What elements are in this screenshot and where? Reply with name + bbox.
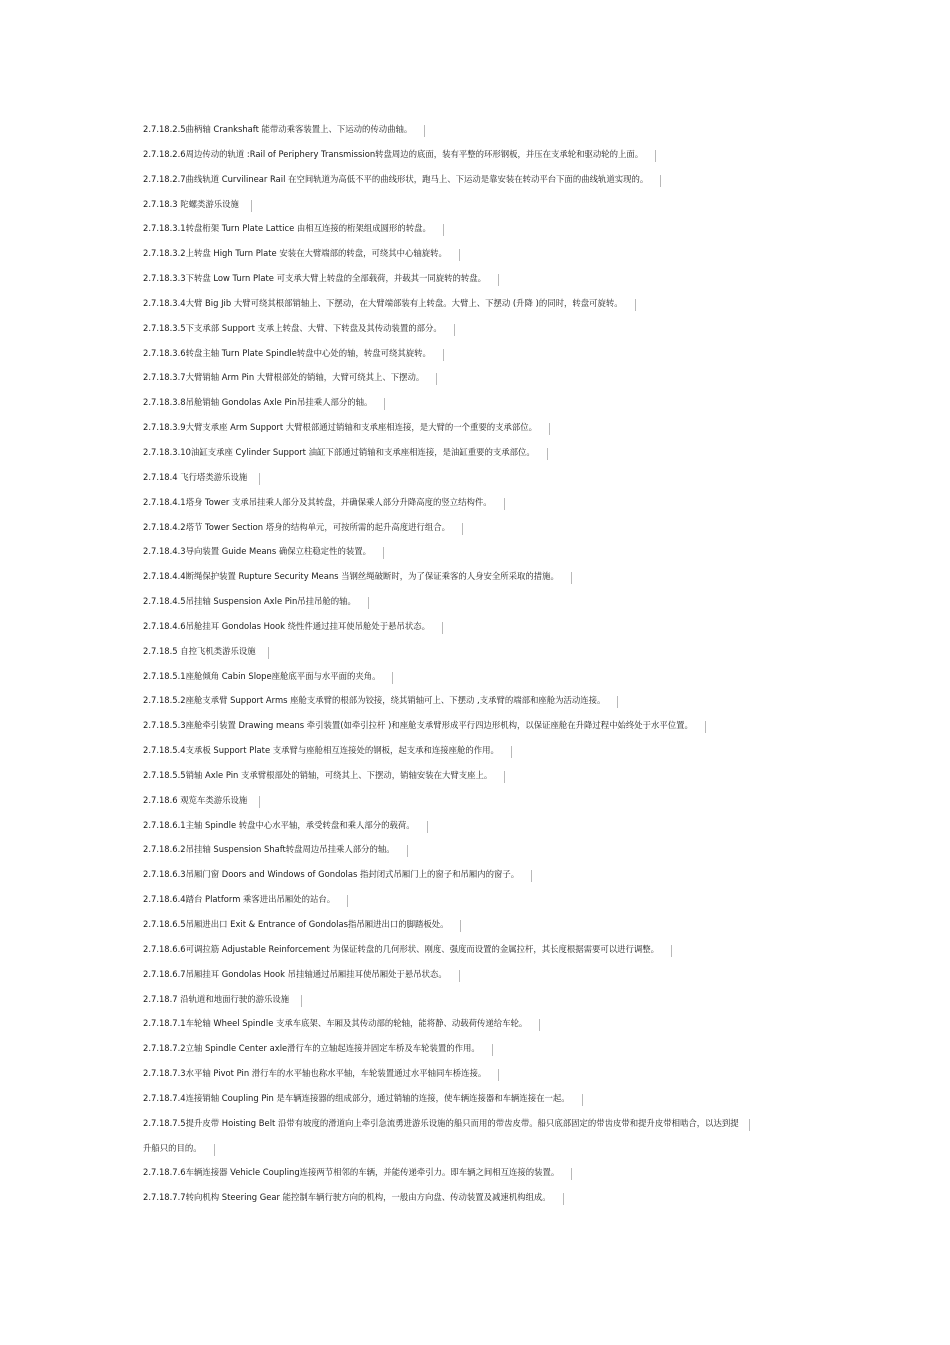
line-text: 2.7.18.2.7曲线轨道 Curvilinear Rail 在空间轨道为高低不平的曲线形状，跑马上、下运动是靠安装在转动平台下面的曲线轨道实现的。 [143,173,649,184]
line-text: 2.7.18.5.2座舱支承臂 Support Arms 座舱支承臂的根部为铰接，绕其销轴可上、下摆动 ,支承臂的端部和座舱为活动连接。 [143,695,606,706]
line-text: 2.7.18.3.10油缸支承座 Cylinder Support 油缸下部通过销轴和支承座相连接，是油缸重要的支承部位。 [143,446,535,457]
text-line [143,867,823,892]
line-marker [749,1119,750,1131]
line-marker [582,1094,583,1106]
line-text: 2.7.18.7.1车轮轴 Wheel Spindle 支承车底架、车厢及其传动部的轮轴，能将静、动载荷传递给车轮。 [143,1018,528,1029]
line-text: 2.7.18.6.3吊厢门窗 Doors and Windows of Gondolas 指封闭式吊厢门上的窗子和吊厢内的窗子。 [143,869,520,880]
line-text: 2.7.18.7 沿轨道和地面行驶的游乐设施 [143,993,290,1004]
text-line-continuation [143,1141,823,1166]
line-text: 2.7.18.4.3导向装置 Guide Means 确保立柱稳定性的装置。 [143,546,372,557]
line-marker [442,622,443,634]
line-text: 2.7.18.7.3水平轴 Pivot Pin 滑行车的水平轴也称水平轴，车轮装置通过水平轴同车桥连接。 [143,1068,487,1079]
line-text: 2.7.18.7.7转向机构 Steering Gear 能控制车辆行驶方向的机构，一般由方向盘、传动装置及减速机构组成。 [143,1192,551,1203]
text-line [143,395,823,420]
line-text: 2.7.18.3.9大臂支承座 Arm Support 大臂根部通过销轴和支承座相连接，是大臂的一个重要的支承部位。 [143,422,538,433]
line-marker [655,150,656,162]
text-line [143,495,823,520]
line-text: 2.7.18.4.2塔节 Tower Section 塔身的结构单元，可按所需的起升高度进行组合。 [143,521,450,532]
line-marker [268,647,269,659]
text-line [143,619,823,644]
line-marker [571,572,572,584]
line-text: 2.7.18.3.6转盘主轴 Turn Plate Spindle转盘中心处的轴，转盘可绕其旋转。 [143,347,431,358]
line-text: 2.7.18.7.4连接销轴 Coupling Pin 是车辆连接器的组成部分，通过销轴的连接，使车辆连接器和车辆连接在一起。 [143,1092,570,1103]
line-text: 2.7.18.5.5销轴 Axle Pin 支承臂根部处的销轴，可绕其上、下摆动，销轴安装在大臂支座上。 [143,769,493,780]
text-line [143,743,823,768]
line-marker [392,672,393,684]
section-heading [143,992,823,1017]
text-line [143,942,823,967]
text-line [143,445,823,470]
line-marker [462,523,463,535]
line-marker [531,870,532,882]
line-marker [301,995,302,1007]
line-text: 2.7.18.5.3座舱牵引装置 Drawing means 牵引装置(如牵引拉杆 )和座舱支承臂形成平行四边形机构，以保证座舱在升降过程中始终处于水平位置。 [143,720,693,731]
line-marker [251,200,252,212]
line-marker [259,473,260,485]
line-marker [443,349,444,361]
section-heading [143,470,823,495]
line-marker [492,1044,493,1056]
line-marker [498,274,499,286]
text-line [143,842,823,867]
text-line [143,594,823,619]
line-marker [443,224,444,236]
line-text: 升船只的目的。 [143,1142,202,1153]
section-heading [143,793,823,818]
line-marker [547,448,548,460]
line-text: 2.7.18.3.7大臂销轴 Arm Pin 大臂根部处的销轴，大臂可绕其上、下摆动。 [143,372,425,383]
text-line [143,520,823,545]
text-line [143,892,823,917]
text-line [143,122,823,147]
line-marker [671,945,672,957]
line-marker [539,1019,540,1031]
line-text: 2.7.18.3.3下转盘 Low Turn Plate 可支承大臂上转盘的全部载荷，并载其一同旋转的转盘。 [143,273,486,284]
line-text: 2.7.18.4.1塔身 Tower 支承吊挂乘人部分及其转盘，并确保乘人部分升降高度的竖立结构件。 [143,496,492,507]
line-text: 2.7.18.4.6吊舱挂耳 Gondolas Hook 绕性件通过挂耳使吊舱处于悬吊状态。 [143,620,431,631]
line-marker [617,696,618,708]
line-marker [549,423,550,435]
line-marker [407,845,408,857]
line-marker [383,547,384,559]
text-line [143,147,823,172]
line-marker [436,373,437,385]
line-marker [384,398,385,410]
line-marker [460,920,461,932]
text-line [143,370,823,395]
line-text: 2.7.18.7.2立轴 Spindle Center axle滑行车的立轴起连接并固定车桥及车轮装置的作用。 [143,1043,480,1054]
text-line [143,420,823,445]
line-marker [368,597,369,609]
text-line [143,296,823,321]
text-line [143,544,823,569]
line-text: 2.7.18.6.1主轴 Spindle 转盘中心水平轴，承受转盘和乘人部分的载荷。 [143,819,415,830]
text-line [143,1016,823,1041]
section-heading [143,197,823,222]
line-marker [571,1168,572,1180]
text-line [143,693,823,718]
text-line [143,1041,823,1066]
line-text: 2.7.18.5.1座舱倾角 Cabin Slope座舱底平面与水平面的夹角。 [143,670,381,681]
text-line [143,321,823,346]
text-line [143,917,823,942]
line-text: 2.7.18.5 自控飞机类游乐设施 [143,645,256,656]
line-text: 2.7.18.4.5吊挂轴 Suspension Axle Pin吊挂吊舱的轴。 [143,596,356,607]
line-text: 2.7.18.3.1转盘桁架 Turn Plate Lattice 由相互连接的桁架组成圆形的转盘。 [143,223,431,234]
text-line [143,768,823,793]
line-marker [427,821,428,833]
line-text: 2.7.18.2.6周边传动的轨道 :Rail of Periphery Transmission转盘周边的底面，装有平整的环形钢板，并压在支承轮和驱动轮的上面。 [143,148,644,159]
text-line [143,246,823,271]
line-marker [504,771,505,783]
line-marker [454,324,455,336]
line-marker [660,175,661,187]
line-text: 2.7.18.3 陀螺类游乐设施 [143,198,239,209]
line-marker [504,498,505,510]
text-line [143,569,823,594]
document-body [143,122,823,1215]
line-marker [459,249,460,261]
line-marker [214,1144,215,1156]
line-marker [259,796,260,808]
line-text: 2.7.18.6.4踏台 Platform 乘客进出吊厢处的站台。 [143,894,336,905]
text-line [143,967,823,992]
line-text: 2.7.18.4 飞行塔类游乐设施 [143,471,248,482]
line-text: 2.7.18.7.6车辆连接器 Vehicle Coupling连接两节相邻的车辆，并能传递牵引力。即车辆之间相互连接的装置。 [143,1167,560,1178]
line-marker [705,721,706,733]
line-text: 2.7.18.3.4大臂 Big Jib 大臂可绕其根部销轴上、下摆动，在大臂端部装有上转盘。大臂上、下摆动 (升降 )的同时，转盘可旋转。 [143,297,623,308]
line-marker [498,1069,499,1081]
text-line [143,346,823,371]
line-text: 2.7.18.5.4支承板 Support Plate 支承臂与座舱相互连接处的钢板，起支承和连接座舱的作用。 [143,745,499,756]
line-text: 2.7.18.3.2上转盘 High Turn Plate 安装在大臂端部的转盘，可绕其中心轴旋转。 [143,248,447,259]
text-line [143,1066,823,1091]
line-marker [459,970,460,982]
line-text: 2.7.18.6.7吊厢挂耳 Gondolas Hook 吊挂轴通过吊厢挂耳使吊厢处于悬吊状态。 [143,968,447,979]
line-text: 2.7.18.6.6可调拉筋 Adjustable Reinforcement 为保证转盘的几何形状、刚度、强度而设置的金属拉杆，其长度根据需要可以进行调整。 [143,943,660,954]
line-marker [424,125,425,137]
text-line [143,1190,823,1215]
text-line [143,669,823,694]
line-marker [635,299,636,311]
line-text: 2.7.18.2.5曲柄轴 Crankshaft 能带动乘客装置上、下运动的传动曲轴。 [143,124,413,134]
line-text: 2.7.18.6.2吊挂轴 Suspension Shaft转盘周边吊挂乘人部分的轴。 [143,844,395,855]
line-text: 2.7.18.3.8吊舱销轴 Gondolas Axle Pin吊挂乘人部分的轴。 [143,397,373,408]
text-line [143,221,823,246]
text-line [143,718,823,743]
text-line [143,1165,823,1190]
line-text: 2.7.18.7.5提升皮带 Hoisting Belt 沿带有坡度的滑道向上牵引急流勇进游乐设施的船只而用的带齿皮带。船只底部固定的带齿皮带和提升皮带相啮合，以达到提 [143,1117,739,1128]
line-text: 2.7.18.4.4断绳保护装置 Rupture Security Means 当钢丝绳破断时，为了保证乘客的人身安全所采取的措施。 [143,571,559,582]
text-line [143,1116,823,1141]
text-line [143,818,823,843]
line-text: 2.7.18.6 观览车类游乐设施 [143,794,248,805]
line-marker [347,895,348,907]
section-heading [143,644,823,669]
line-text: 2.7.18.6.5吊厢进出口 Exit & Entrance of Gondolas指吊厢进出口的脚踏板处。 [143,919,449,929]
line-marker [511,746,512,758]
line-marker [563,1193,564,1205]
text-line [143,1091,823,1116]
text-line [143,172,823,197]
text-line [143,271,823,296]
line-text: 2.7.18.3.5下支承部 Support 支承上转盘、大臂、下转盘及其传动装置的部分。 [143,322,442,333]
